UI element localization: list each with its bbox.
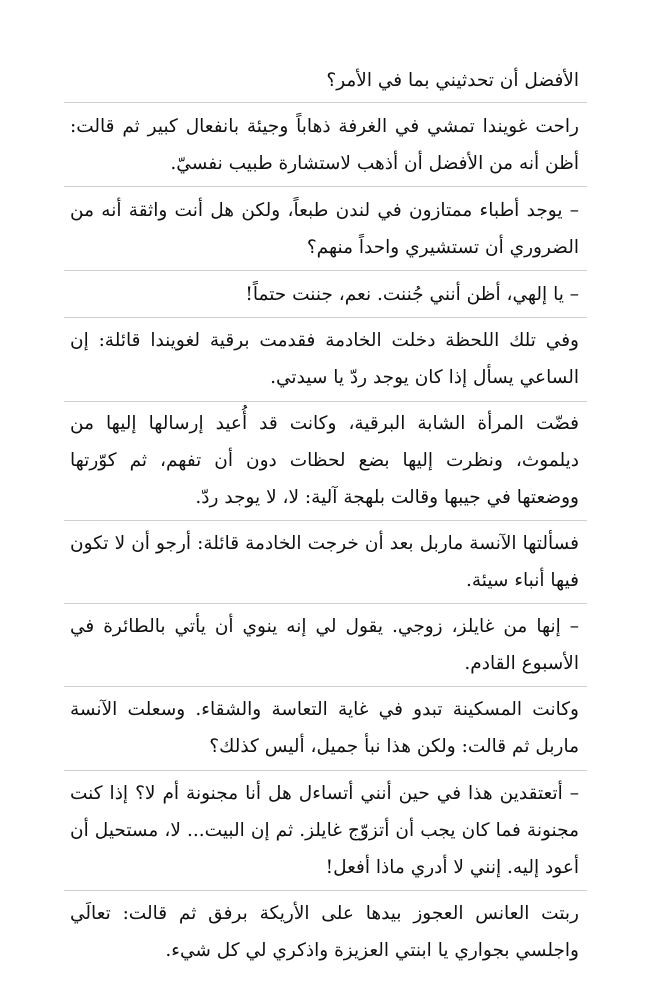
paragraph-8: – إنها من غايلز، زوجي. يقول لي إنه ينوي أن يأتي بالطائرة في الأسبوع القادم. — [70, 616, 579, 674]
paragraph-2: راحت غويندا تمشي في الغرفة ذهاباً وجيئة بانفعال كبير ثم قالت: أظن أنه من الأفضل أن أذهب لاستشارة طبيب نفسيّ. — [70, 116, 579, 174]
paragraph-divider — [64, 686, 587, 687]
paragraph-4: – يا إلهي، أظن أنني جُننت. نعم، جننت حتماً! — [245, 284, 579, 305]
paragraph-divider — [64, 270, 587, 271]
paragraph-1: الأفضل أن تحدثيني بما في الأمر؟ — [326, 70, 579, 91]
paragraph-divider — [64, 401, 587, 402]
paragraph-10: – أتعتقدين هذا في حين أنني أتساءل هل أنا مجنونة أم لا؟ إذا كنت مجنونة فما كان يجب أن أتزوّج غايلز. ثم إن البيت... لا، مستحيل أن أعود إليه. إنني لا أدري ماذا أفعل! — [70, 783, 579, 878]
paragraph-divider — [64, 770, 587, 771]
paragraph-5: وفي تلك اللحظة دخلت الخادمة فقدمت برقية لغويندا قائلة: إن الساعي يسأل إذا كان يوجد ردّ يا سيدتي. — [70, 330, 579, 388]
paragraph-divider — [64, 520, 587, 521]
paragraph-divider — [64, 102, 587, 103]
paragraph-divider — [64, 890, 587, 891]
paragraph-3: – يوجد أطباء ممتازون في لندن طبعاً، ولكن هل أنت واثقة أنه من الضروري أن تستشيري واحداً منهم؟ — [70, 200, 579, 258]
paragraph-divider — [64, 603, 587, 604]
paragraph-7: فسألتها الآنسة ماربل بعد أن خرجت الخادمة قائلة: أرجو أن لا تكون فيها أنباء سيئة. — [70, 533, 579, 591]
paragraph-divider — [64, 317, 587, 318]
paragraph-11: ربتت العانس العجوز بيدها على الأريكة برفق ثم قالت: تعالَي واجلسي بجواري يا ابنتي العزيزة واذكري لي كل شيء. — [70, 903, 579, 961]
paragraph-6: فضّت المرأة الشابة البرقية، وكانت قد أُعيد إرسالها إليها من ديلموث، ونظرت إليها بضع لحظات دون أن تفهم، ثم كوّرتها ووضعتها في جيبها وقالت بلهجة آلية: لا، لا يوجد ردّ. — [70, 413, 579, 508]
paragraph-9: وكانت المسكينة تبدو في غاية التعاسة والشقاء. وسعلت الآنسة ماربل ثم قالت: ولكن هذا نبأ جميل، أليس كذلك؟ — [70, 699, 579, 757]
paragraph-divider — [64, 186, 587, 187]
